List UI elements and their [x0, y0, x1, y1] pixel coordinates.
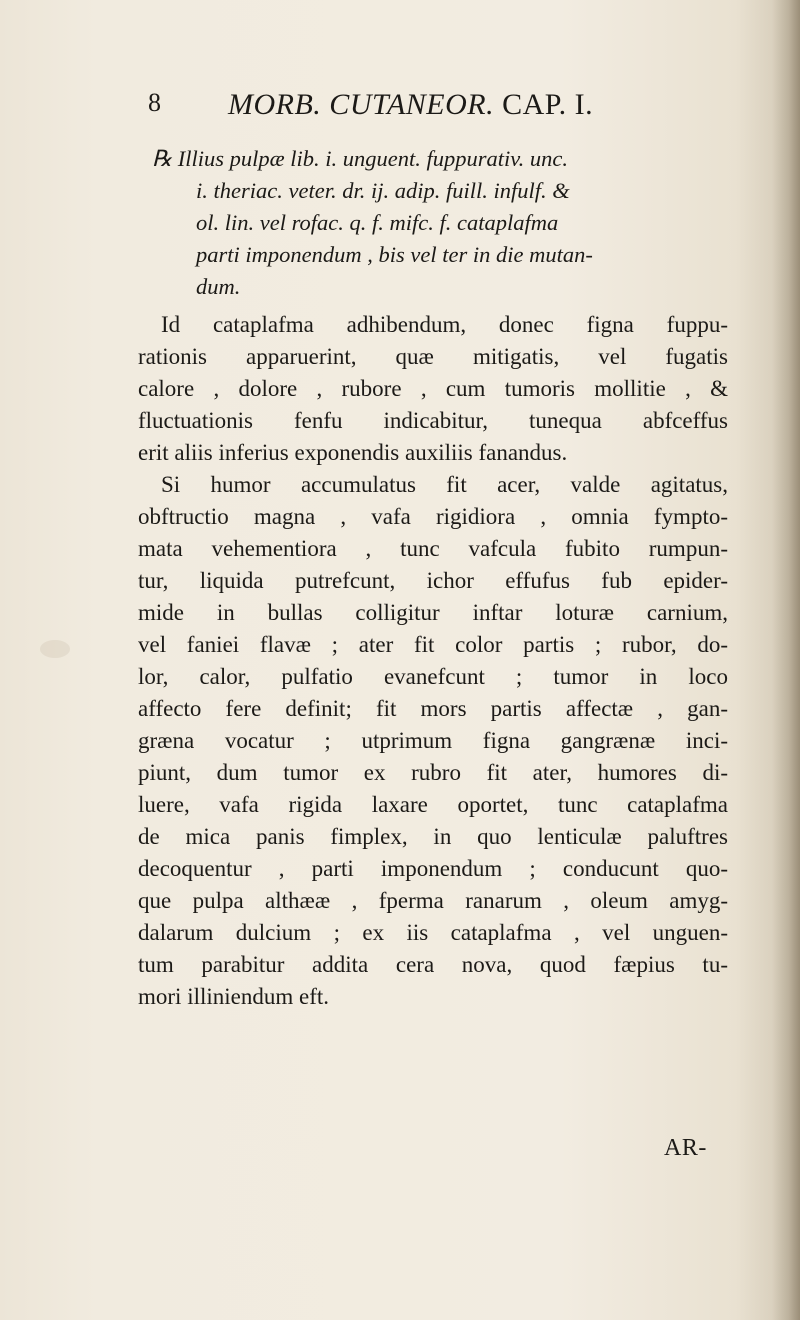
body-paragraphs	[138, 309, 728, 1013]
body-line: mori illiniendum eft.	[138, 984, 329, 1009]
prescription-line: ol. lin. vel rofac. q. f. mifc. f. cataplafma	[196, 210, 559, 235]
running-title-text: MORB. CUTANEOR.	[228, 88, 495, 121]
body-line: rationis apparuerint, quæ mitigatis, vel fugatis	[138, 344, 728, 369]
prescription-line: dum.	[196, 274, 241, 299]
body-line: græna vocatur ; utprimum figna gangrænæ inci-	[138, 728, 728, 753]
prescription-line: ℞ Illius pulpæ lib. i. unguent. fuppurativ. unc.	[152, 146, 568, 171]
body-line: fluctuationis fenfu indicabitur, tunequa abfceffus	[138, 408, 728, 433]
running-title	[228, 88, 593, 122]
prescription-line: parti imponendum , bis vel ter in die mutan-	[196, 242, 593, 267]
body-line: que pulpa althææ , fperma ranarum , oleum amyg-	[138, 888, 728, 913]
body-line: dalarum dulcium ; ex iis cataplafma , vel unguen-	[138, 920, 728, 945]
body-line: mata vehementiora , tunc vafcula fubito rumpun-	[138, 536, 728, 561]
page-header	[148, 88, 708, 128]
body-line: obftructio magna , vafa rigidiora , omnia fympto-	[138, 504, 728, 529]
page-number: 8	[148, 88, 162, 117]
body-line: affecto fere definit; fit mors partis affectæ , gan-	[138, 696, 728, 721]
body-line: vel faniei flavæ ; ater fit color partis ; rubor, do-	[138, 632, 728, 657]
body-line: luere, vafa rigida laxare oportet, tunc cataplafma	[138, 792, 728, 817]
body-line: lor, calor, pulfatio evanefcunt ; tumor in loco	[138, 664, 728, 689]
body-line: piunt, dum tumor ex rubro fit ater, humores di-	[138, 760, 728, 785]
body-line: de mica panis fimplex, in quo lenticulæ paluftres	[138, 824, 728, 849]
body-line: tur, liquida putrefcunt, ichor effufus fub epider-	[138, 568, 728, 593]
body-line: calore , dolore , rubore , cum tumoris mollitie , &	[138, 376, 728, 401]
body-line: decoquentur , parti imponendum ; conducunt quo-	[138, 856, 728, 881]
body-line: mide in bullas colligitur inftar loturæ carnium,	[138, 600, 728, 625]
body-line: erit aliis inferius exponendis auxiliis fanandus.	[138, 440, 568, 465]
chapter-label: CAP. I.	[502, 88, 594, 121]
body-line: tum parabitur addita cera nova, quod fæpius tu-	[138, 952, 728, 977]
body-line: Si humor accumulatus fit acer, valde agitatus,	[161, 472, 728, 497]
page-edge-shadow	[772, 0, 800, 1320]
body-line: Id cataplafma adhibendum, donec figna fuppu-	[161, 312, 728, 337]
prescription-block	[152, 143, 712, 303]
catchword: AR-	[664, 1135, 707, 1161]
prescription-line: i. theriac. veter. dr. ij. adip. fuill. infulf. &	[196, 178, 570, 203]
paper-stain	[40, 640, 70, 658]
